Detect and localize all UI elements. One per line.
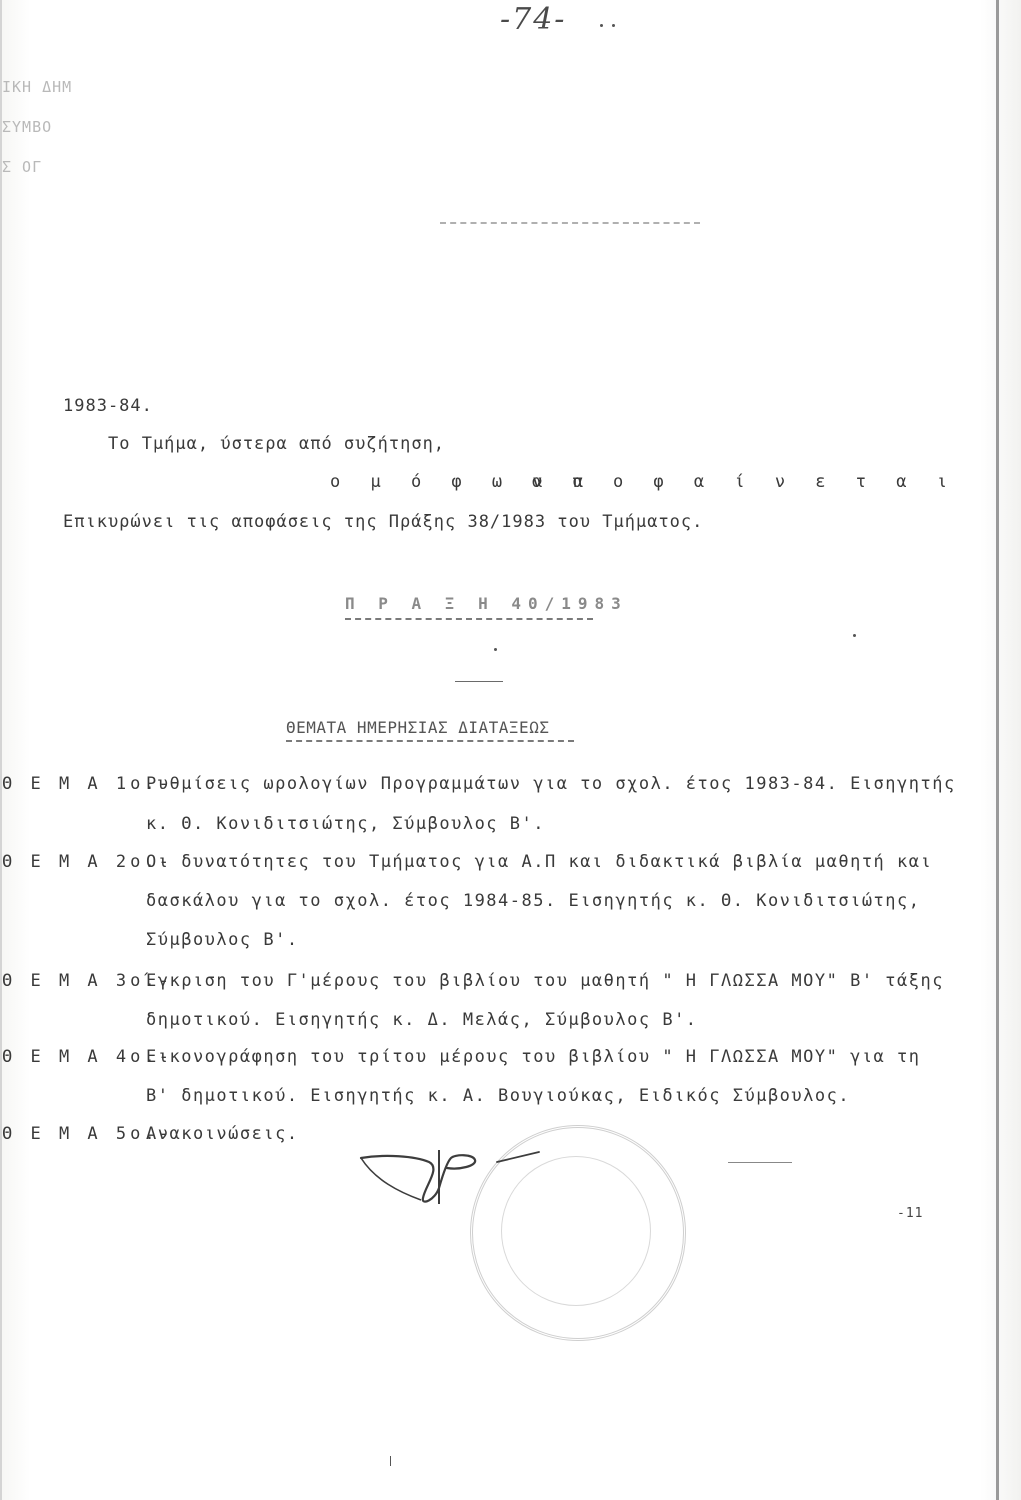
agenda-item-2-line-3: Σύμβουλος Β'.: [146, 930, 299, 950]
corner-mark: -11: [897, 1206, 924, 1221]
agenda-item-2-line-1: Οι δυνατότητες του Τμήματος για Α.Π και διδακτικά βιβλία μαθητή και: [146, 852, 933, 872]
margin-fragment-3: Σ ΟΓ: [2, 158, 43, 176]
faded-separator: [440, 222, 700, 224]
agenda-item-4-label: Θ Ε Μ Α 4ο.-: [2, 1047, 173, 1067]
agenda-item-3-label: Θ Ε Μ Α 3ο.-: [2, 971, 173, 991]
ink-dot: [612, 24, 615, 27]
agenda-item-4-line-1: Εικονογράφηση του τρίτου μέρους του βιβλίου " Η ΓΛΩΣΣΑ ΜΟΥ" για τη: [146, 1047, 921, 1067]
ink-dot: [494, 648, 497, 651]
ink-stroke: [728, 1162, 792, 1163]
agenda-item-5-label: Θ Ε Μ Α 5ο.-: [2, 1124, 173, 1144]
agenda-heading: ΘΕΜΑΤΑ ΗΜΕΡΗΣΙΑΣ ΔΙΑΤΑΞΕΩΣ: [286, 718, 550, 737]
page-number: -74-: [500, 2, 567, 37]
agenda-item-1-label: Θ Ε Μ Α 1ο.-: [2, 774, 173, 794]
ink-stroke: [455, 681, 503, 682]
agenda-item-3-line-1: Έγκριση του Γ'μέρους του βιβλίου του μαθητή " Η ΓΛΩΣΣΑ ΜΟΥ" Β' τάξης: [146, 971, 944, 991]
margin-fragment-2: ΣΥΜΒΟ: [2, 118, 53, 136]
school-year: 1983-84.: [63, 396, 153, 416]
ink-dot: [600, 24, 603, 27]
page-left-edge: [0, 0, 2, 1500]
signature-icon: [355, 1140, 555, 1212]
margin-fragment-1: ΙΚΗ ΔΗΜ: [2, 78, 73, 96]
ratification-text: Επικυρώνει τις αποφάσεις της Πράξης 38/1983 του Τμήματος.: [63, 512, 704, 532]
agenda-item-2-line-2: δασκάλου για το σχολ. έτος 1984-85. Εισηγητής κ. Θ. Κονιδιτσιώτης,: [146, 891, 921, 911]
agenda-heading-underline: [286, 740, 574, 742]
unanimous-word: ο μ ό φ ω ν α: [330, 472, 594, 492]
agenda-item-2-label: Θ Ε Μ Α 2ο.-: [2, 852, 173, 872]
page-right-edge: [996, 0, 999, 1500]
act-title: Π Ρ Α Ξ Η 40/1983: [345, 594, 628, 613]
agenda-item-1-line-1: Ρυθμίσεις ωρολογίων Προγραμμάτων για το σχολ. έτος 1983-84. Εισηγητής: [146, 774, 956, 794]
decides-word: α π ο φ α ί ν ε τ α ι: [532, 472, 957, 492]
discussion-intro: Το Τμήμα, ύστερα από συζήτηση,: [108, 434, 446, 454]
act-title-underline: [345, 618, 593, 620]
agenda-item-5-line-1: Ανακοινώσεις.: [146, 1124, 299, 1144]
ink-dot: [853, 634, 856, 637]
agenda-item-3-line-2: δημοτικού. Εισηγητής κ. Δ. Μελάς, Σύμβουλος Β'.: [146, 1010, 698, 1030]
agenda-item-1-line-2: κ. Θ. Κονιδιτσιώτης, Σύμβουλος Β'.: [146, 814, 545, 834]
ink-tick: [390, 1456, 391, 1466]
agenda-item-4-line-2: Β' δημοτικού. Εισηγητής κ. Α. Βουγιούκας, Ειδικός Σύμβουλος.: [146, 1086, 851, 1106]
